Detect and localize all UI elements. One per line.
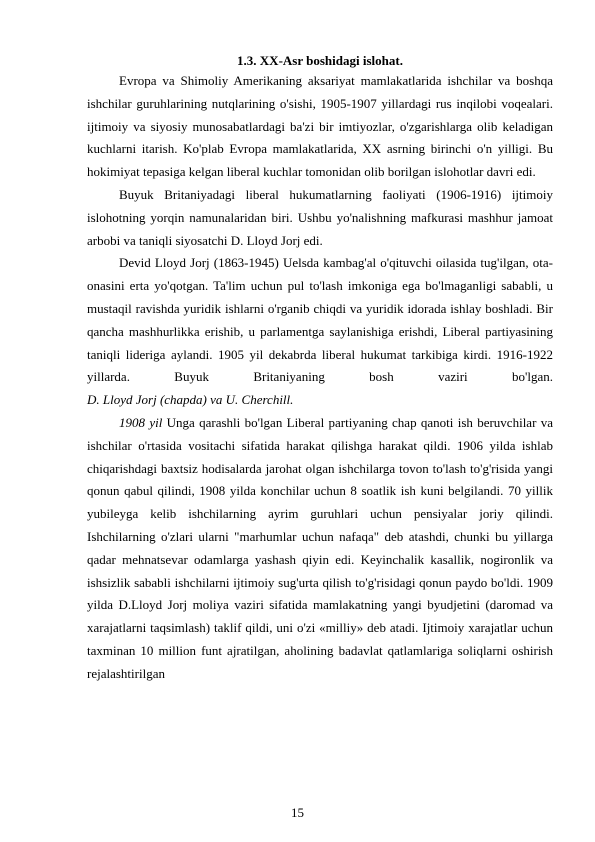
section-heading: 1.3. XX-Asr boshidagi islohat. bbox=[237, 53, 403, 68]
document-page bbox=[87, 52, 553, 686]
year-emphasis: 1908 yil bbox=[119, 414, 163, 430]
paragraph-lloyd-george: Devid Lloyd Jorj (1863-1945) Uelsda kambag'al o'qituvchi oilasida tug'ilgan, ota-onasini erta yo'qotgan. Ta'lim uchun pul to'lash imkoniga ega bo'lmaganligi sababli, u mustaqil ravishda yuridik ishlarni o'rganib chiqdi va yuridik idorada ishlay boshladi. Bir qancha mashhurlikka erishib, u parlamentga saylanishiga erishdi, Liberal partiyasining taniqli lideriga aylandi. 1905 yil dekabrda liberal hukumat tarkibiga kirdi. 1916-1922 yillarda. Buyuk Britaniyaning bosh vaziri bo'lgan. bbox=[87, 255, 553, 385]
figure-caption: D. Lloyd Jorj (chapda) va U. Cherchill. bbox=[87, 392, 294, 408]
paragraph-1908 bbox=[87, 412, 553, 686]
paragraph-1908-text: Unga qarashli bo'lgan Liberal partiyaning chap qanoti ish beruvchilar va ishchilar o'rtasida vositachi sifatida harakat qilishga harakat qildi. 1906 yilda ishlab chiqarishdagi baxtsiz hodisalarda jarohat olgan ishchilarga tovon to'lash to'g'risida yangi qonun qabul qilindi, 1908 yilda konchilar uchun 8 soatlik ish kuni belgilandi. 70 yillik yubileyga kelib ishchilarning ayrim guruhlari uchun pensiyalar joriy qilindi. Ishchilarning o'zlari ularni "marhumlar uchun nafaqa" deb atashdi, chunki bu yillarga qadar mehnatsevar odamlarga yashash qiyin edi. Keyinchalik kasallik, nogironlik va ishsizlik sababli ishchilarni ijtimoiy sug'urta qilish to'g'risidagi qonun paydo bo'ldi. 1909 yilda D.Lloyd Jorj moliya vaziri sifatida mamlakatning yangi byudjetini (daromad va xarajatlarni taqsimlash) taklif qildi, uni o'zi «milliy» deb atadi. Ijtimoiy xarajatlar uchun taxminan 10 million funt ajratilgan, aholining badavlat qatlamlariga soliqlarni oshirish rejalashtirilgan bbox=[87, 414, 553, 681]
page-number: 15 bbox=[291, 805, 304, 820]
paragraph-intro: Evropa va Shimoliy Amerikaning aksariyat mamlakatlarida ishchilar va boshqa ishchilar guruhlarining nutqlarining o'sishi, 1905-1907 yillardagi rus inqilobi voqealari. ijtimoiy va siyosiy munosabatlardagi ba'zi bir imtiyozlar, o'zgarishlarga olib keladigan kuchlarni itarish. Ko'plab Evropa mamlakatlarida, XX asrning birinchi o'n yilligi. Bu hokimiyat tepasiga kelgan liberal kuchlar tomonidan olib borilgan islohotlar davri edi. bbox=[87, 73, 553, 180]
paragraph-britain: Buyuk Britaniyadagi liberal hukumatlarning faoliyati (1906-1916) ijtimoiy islohotning yorqin namunalaridan biri. Ushbu yo'nalishning mafkurasi mashhur jamoat arbobi va taniqli siyosatchi D. Lloyd Jorj edi. bbox=[87, 186, 553, 248]
